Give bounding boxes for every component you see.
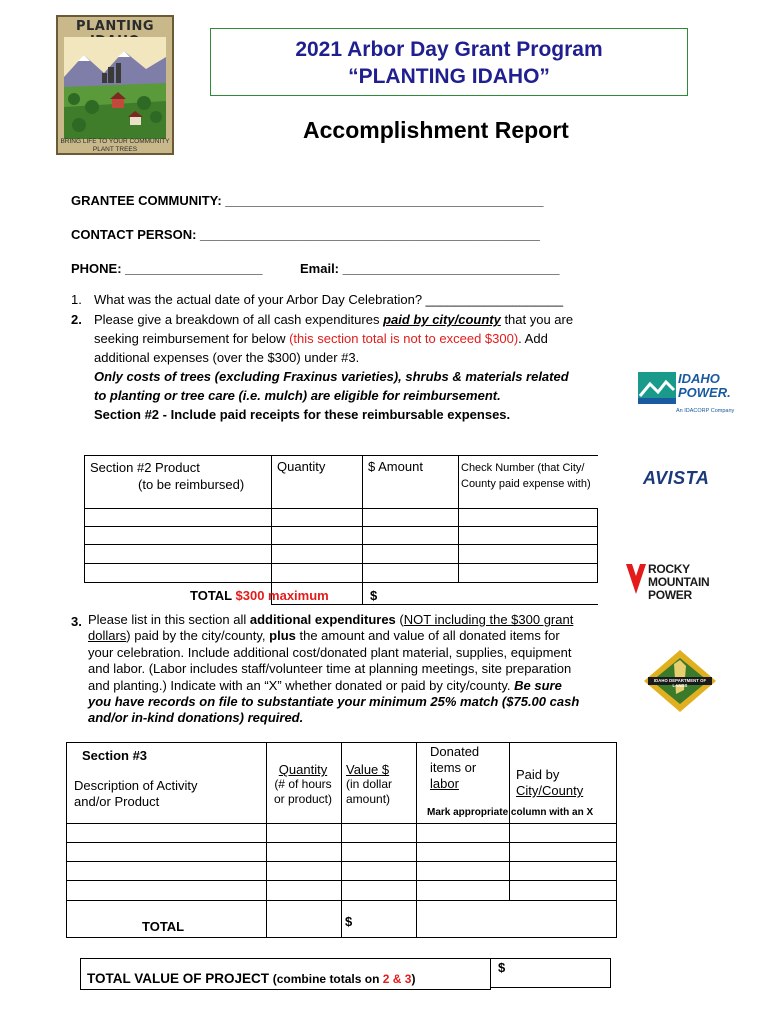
section-3-donated-header: Donated items or labor: [430, 744, 480, 791]
section-2-product-header: Section #2 Product (to be reimbursed): [90, 460, 245, 492]
planting-idaho-logo: [56, 15, 174, 155]
rocky-mountain-power-mark-icon: [626, 564, 646, 594]
program-title-box: [210, 28, 688, 96]
grantee-community-field[interactable]: GRANTEE COMMUNITY: ____________________________________________: [71, 193, 544, 208]
section-3-quantity-header: Quantity (# of hours or product): [273, 762, 333, 806]
question-3-text: Please list in this section all additional expenditures (NOT including the $300 grant dollars) paid by the city/county, plus the amount and value of all donated items for your celebration. Include additional cost/donated plant material, supplies, equipment and labor. (Labor includes staff/volunteer time at planning meetings, site preparation and planting.) Indicate with an “X” whether donated or paid by city/county. Be sure you have records on file to substantiate your minimum 25% match ($75.00 cash and/or in-kind donations) required.: [88, 612, 580, 726]
section-3-mark-note: Mark appropriate column with an X: [427, 807, 594, 818]
idaho-power-logo: IDAHO POWER. An IDACORP Company: [638, 372, 748, 418]
idaho-department-of-lands-logo: IDAHO DEPARTMENT OF LANDS: [644, 650, 716, 712]
idaho-power-mark-icon: [638, 372, 676, 404]
question-1-number: 1.: [71, 292, 82, 307]
program-subtitle: “PLANTING IDAHO”: [348, 65, 550, 88]
question-1-text[interactable]: What was the actual date of your Arbor Day Celebration? ___________________: [94, 292, 564, 307]
landscape-illustration: [64, 37, 166, 139]
rocky-mountain-power-logo: ROCKY MOUNTAIN POWER: [626, 562, 750, 598]
project-total-label: TOTAL VALUE OF PROJECT (combine totals on 2 & 3): [87, 971, 416, 986]
contact-person-field[interactable]: CONTACT PERSON: _______________________________________________: [71, 227, 540, 242]
phone-field[interactable]: PHONE: ___________________: [71, 261, 263, 276]
avista-logo: AVISTA: [643, 468, 710, 488]
question-3-number: 3.: [71, 614, 82, 629]
section-3-value-header: Value $ (in dollar amount): [346, 762, 393, 806]
section-3-total-label: TOTAL: [142, 919, 185, 934]
section-3-title: Section #3: [82, 748, 148, 763]
section-2-total-label: TOTAL $300 maximum: [190, 588, 329, 603]
section-2-amount-header: $ Amount: [368, 459, 423, 474]
section-2-check-header: Check Number (that City/ County paid expense with): [461, 462, 591, 490]
question-2-text: Please give a breakdown of all cash expenditures paid by city/county that you are seeking reimbursement for below (this section total is not to exceed $300). Add additional expenses (over the $300) under #3. Only costs of trees (excluding Fraxinus varieties), shrubs & materials related to planting or tree care (i.e. mulch) are eligible for reimbursement. Section #2 - Include paid receipts for these reimbursable expenses.: [94, 312, 574, 422]
section-2-table: [84, 455, 598, 605]
section-2-quantity-header: Quantity: [277, 459, 326, 474]
program-title: 2021 Arbor Day Grant Program: [295, 38, 603, 61]
question-2-number: 2.: [71, 312, 82, 327]
logo-title: PLANTING: [75, 19, 154, 34]
email-field[interactable]: Email: ______________________________: [300, 261, 560, 276]
project-total-box: [80, 958, 611, 990]
section-2-total-dollar[interactable]: $: [370, 588, 378, 603]
section-3-description-header: Description of Activity and/or Product: [74, 778, 198, 809]
report-title: Accomplishment Report: [303, 117, 569, 143]
section-3-total-dollar[interactable]: $: [345, 914, 353, 929]
section-3-paid-header: Paid by City/County: [516, 767, 584, 798]
section-3-table: [66, 742, 617, 938]
project-total-dollar[interactable]: $: [498, 960, 506, 975]
logo-tagline: BRING LIFE TO YOUR COMMUNITY PLANT TREES: [60, 138, 170, 153]
